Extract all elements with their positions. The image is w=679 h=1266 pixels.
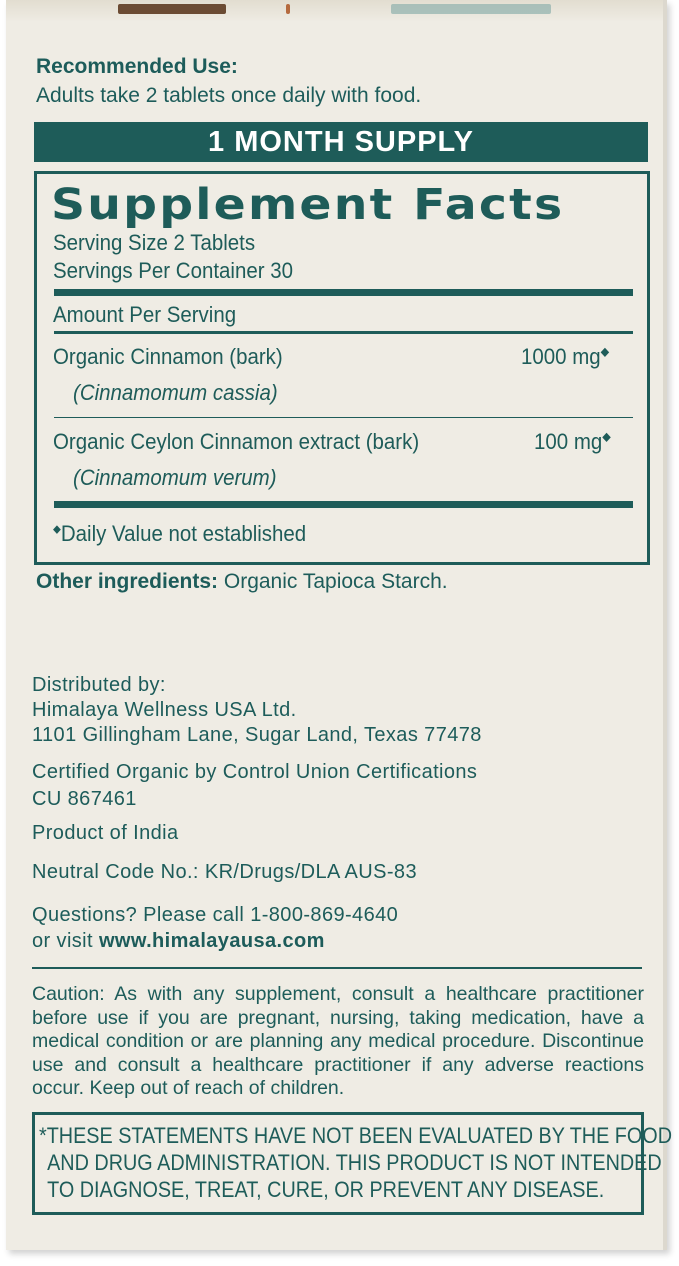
- ingredient-latin-name: (Cinnamomum cassia): [73, 380, 278, 405]
- recommended-use-label: Recommended Use:: [36, 55, 238, 78]
- fda-disclaimer-line: AND DRUG ADMINISTRATION. THIS PRODUCT IS NOT INTENDED: [47, 1150, 662, 1175]
- medium-divider: [54, 331, 633, 334]
- distributor-address: 1101 Gillingham Lane, Sugar Land, Texas 77478: [32, 724, 482, 746]
- product-origin: Product of India: [32, 822, 179, 844]
- ingredient-name: Organic Ceylon Cinnamon extract (bark): [53, 429, 420, 454]
- other-ingredients: [36, 570, 448, 594]
- contact-website-line: or visit www.himalayausa.com: [32, 930, 325, 952]
- daily-value-footnote: ◆Daily Value not established: [53, 521, 307, 546]
- box-top-edge: [6, 0, 663, 22]
- section-divider: [32, 967, 642, 969]
- amount-per-serving-header: Amount Per Serving: [53, 302, 237, 327]
- contact-phone: Questions? Please call 1-800-869-4640: [32, 904, 399, 926]
- fda-disclaimer-line: TO DIAGNOSE, TREAT, CURE, OR PREVENT ANY DISEASE.: [47, 1177, 605, 1202]
- certification-number: CU 867461: [32, 788, 137, 810]
- recommended-use-text: Adults take 2 tablets once daily with food.: [36, 84, 422, 107]
- ingredient-amount: 100 mg◆: [534, 429, 611, 454]
- thin-divider: [54, 417, 633, 418]
- daily-value-marker: ◆: [600, 344, 610, 359]
- distributor-name: Himalaya Wellness USA Ltd.: [32, 699, 297, 721]
- website-link[interactable]: www.himalayausa.com: [98, 930, 325, 952]
- ingredient-latin-name: (Cinnamomum verum): [73, 465, 277, 490]
- top-edge-artwork-accent: [286, 4, 290, 14]
- servings-per-container: Servings Per Container 30: [53, 258, 293, 283]
- ingredient-amount: 1000 mg◆: [521, 344, 610, 369]
- other-ingredients-text: Organic Tapioca Starch.: [218, 570, 448, 593]
- organic-certification: Certified Organic by Control Union Certifications: [32, 761, 478, 783]
- distributed-by-label: Distributed by:: [32, 674, 166, 696]
- caution-text: Caution: As with any supplement, consult a healthcare practitioner before use if you are pregnant, nursing, taking medication, have a medical condition or are planning any medical procedure. Discontinue use and consult a healthcare practitioner if any adverse reactions occur. Keep out of reach of children.: [32, 983, 644, 1099]
- footnote-marker: ◆: [53, 523, 61, 536]
- other-ingredients-label: Other ingredients:: [36, 570, 219, 593]
- thick-divider: [54, 289, 633, 296]
- fda-disclaimer: [39, 1122, 672, 1203]
- fda-disclaimer-box: [32, 1112, 672, 1215]
- supplement-facts-panel: [34, 171, 650, 565]
- supplement-facts-title: Supplement Facts: [51, 180, 565, 230]
- thick-divider: [54, 501, 633, 508]
- top-edge-artwork-band: [391, 4, 551, 14]
- serving-size: Serving Size 2 Tablets: [53, 230, 256, 255]
- neutral-code: Neutral Code No.: KR/Drugs/DLA AUS-83: [32, 861, 417, 883]
- top-edge-artwork: [118, 4, 226, 14]
- ingredient-name: Organic Cinnamon (bark): [53, 344, 283, 369]
- daily-value-marker: ◆: [602, 429, 611, 444]
- fda-disclaimer-line: *THESE STATEMENTS HAVE NOT BEEN EVALUATED BY THE FOOD: [39, 1123, 672, 1148]
- supply-banner: 1 MONTH SUPPLY: [34, 122, 648, 162]
